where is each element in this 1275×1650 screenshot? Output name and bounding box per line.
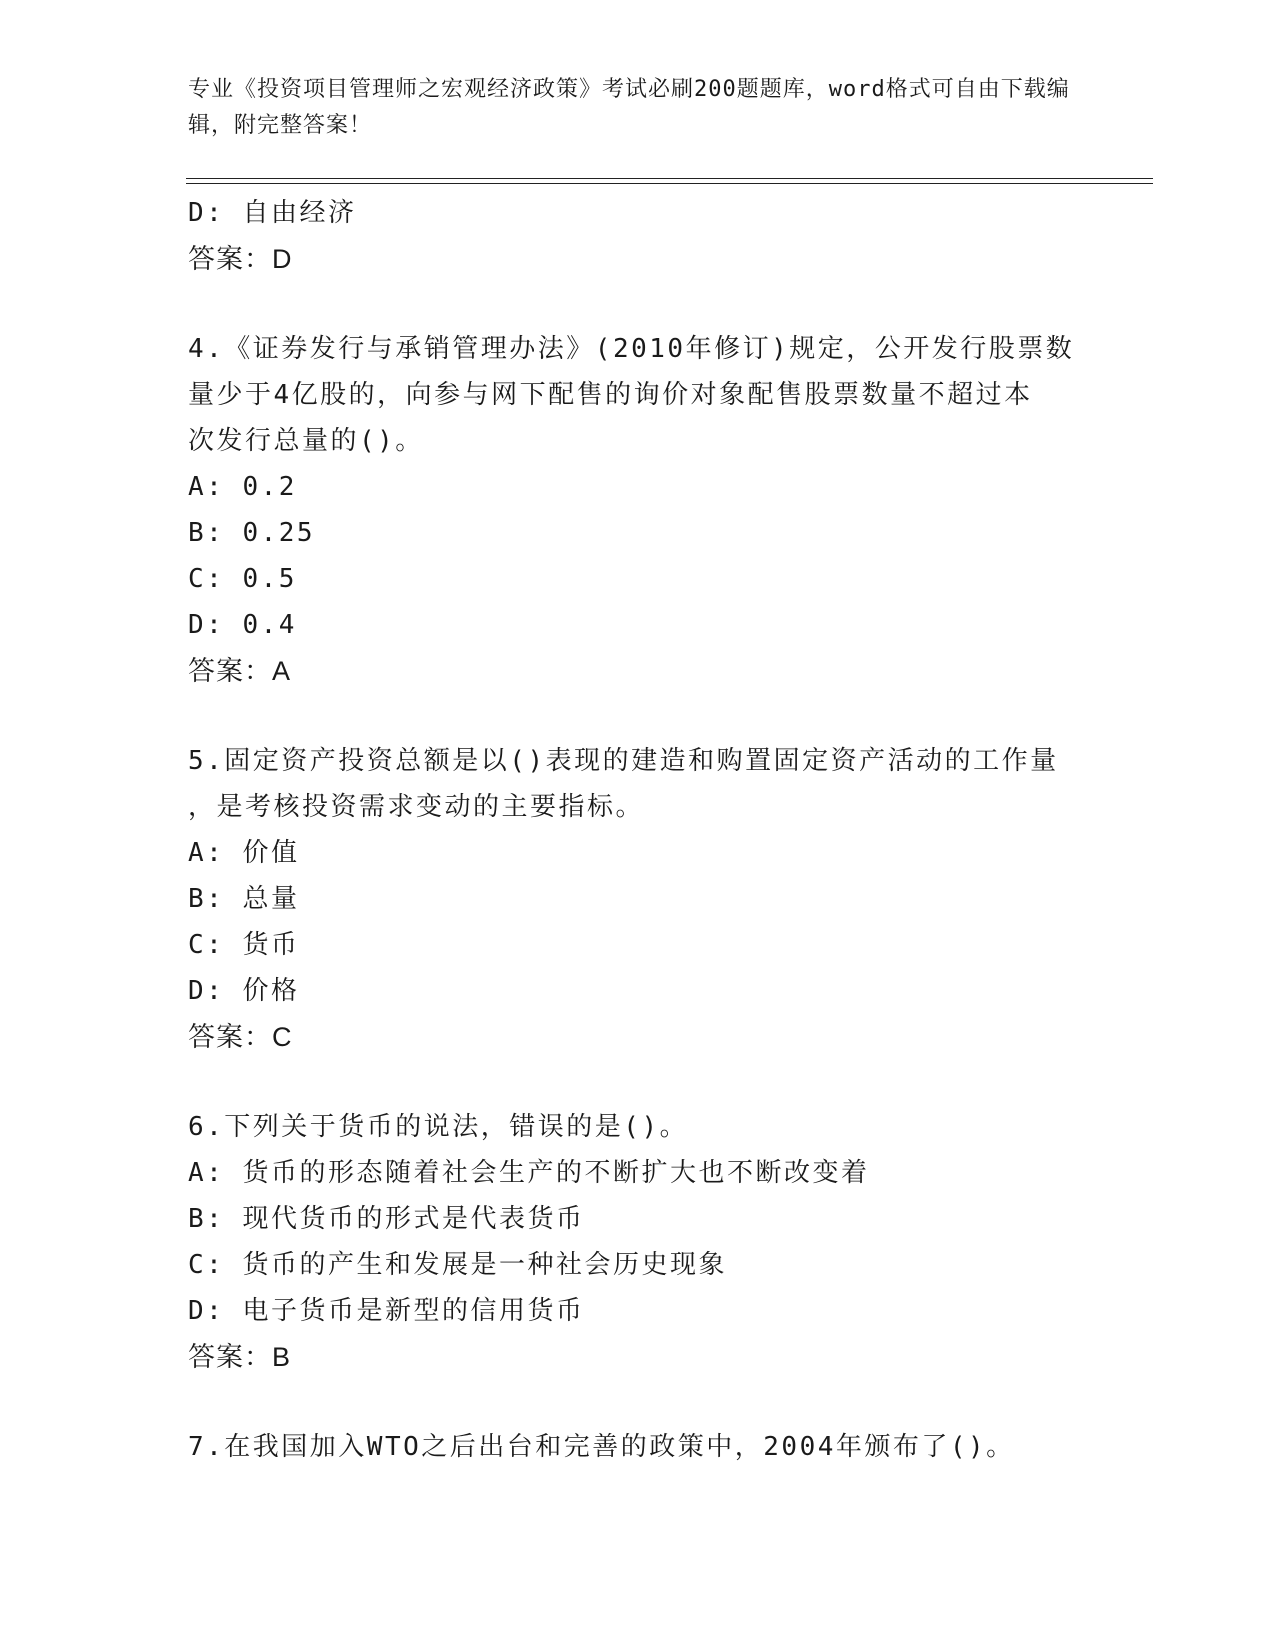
- header-text: 专业《投资项目管理师之宏观经济政策》考试必刷200题题库，word格式可自由下载编辑，附完整答案！: [188, 77, 1070, 138]
- option-b: B: 现代货币的形式是代表货币: [188, 1204, 585, 1234]
- question-text: 4.《证券发行与承销管理办法》(2010年修订)规定，公开发行股票数: [188, 334, 1075, 364]
- question-5: [188, 738, 1088, 1060]
- header-rule-bottom: [186, 183, 1153, 184]
- previous-question-tail: [188, 190, 1088, 282]
- option-a: A: 0.2: [188, 472, 297, 502]
- spacer: [188, 1060, 1088, 1104]
- option-c: C: 货币的产生和发展是一种社会历史现象: [188, 1250, 727, 1280]
- question-4: [188, 326, 1088, 694]
- question-text: ，是考核投资需求变动的主要指标。: [188, 792, 645, 822]
- option-a: A: 价值: [188, 838, 300, 868]
- question-6: [188, 1104, 1088, 1380]
- header-rule-top: [186, 178, 1153, 179]
- option-b: B: 总量: [188, 884, 300, 914]
- question-7: [188, 1424, 1088, 1470]
- question-text: 5.固定资产投资总额是以()表现的建造和购置固定资产活动的工作量: [188, 746, 1059, 776]
- option-b: B: 0.25: [188, 518, 316, 548]
- answer: 答案：C: [188, 1022, 293, 1052]
- option-a: A: 货币的形态随着社会生产的不断扩大也不断改变着: [188, 1158, 870, 1188]
- answer: 答案：B: [188, 1342, 292, 1372]
- document-header: [188, 72, 1088, 144]
- option-d: D: 0.4: [188, 610, 297, 640]
- spacer: [188, 282, 1088, 326]
- question-content: [188, 190, 1088, 1470]
- question-text: 6.下列关于货币的说法，错误的是()。: [188, 1112, 689, 1142]
- spacer: [188, 694, 1088, 738]
- option-c: C: 0.5: [188, 564, 297, 594]
- option-d: D: 价格: [188, 976, 300, 1006]
- option-d: D: 自由经济: [188, 198, 357, 228]
- option-c: C: 货币: [188, 930, 300, 960]
- question-text: 7.在我国加入WTO之后出台和完善的政策中，2004年颁布了()。: [188, 1432, 1015, 1462]
- spacer: [188, 1380, 1088, 1424]
- answer: 答案：D: [188, 244, 293, 274]
- answer: 答案：A: [188, 656, 292, 686]
- option-d: D: 电子货币是新型的信用货币: [188, 1296, 585, 1326]
- question-text: 次发行总量的()。: [188, 426, 424, 456]
- question-text: 量少于4亿股的，向参与网下配售的询价对象配售股票数量不超过本: [188, 380, 1033, 410]
